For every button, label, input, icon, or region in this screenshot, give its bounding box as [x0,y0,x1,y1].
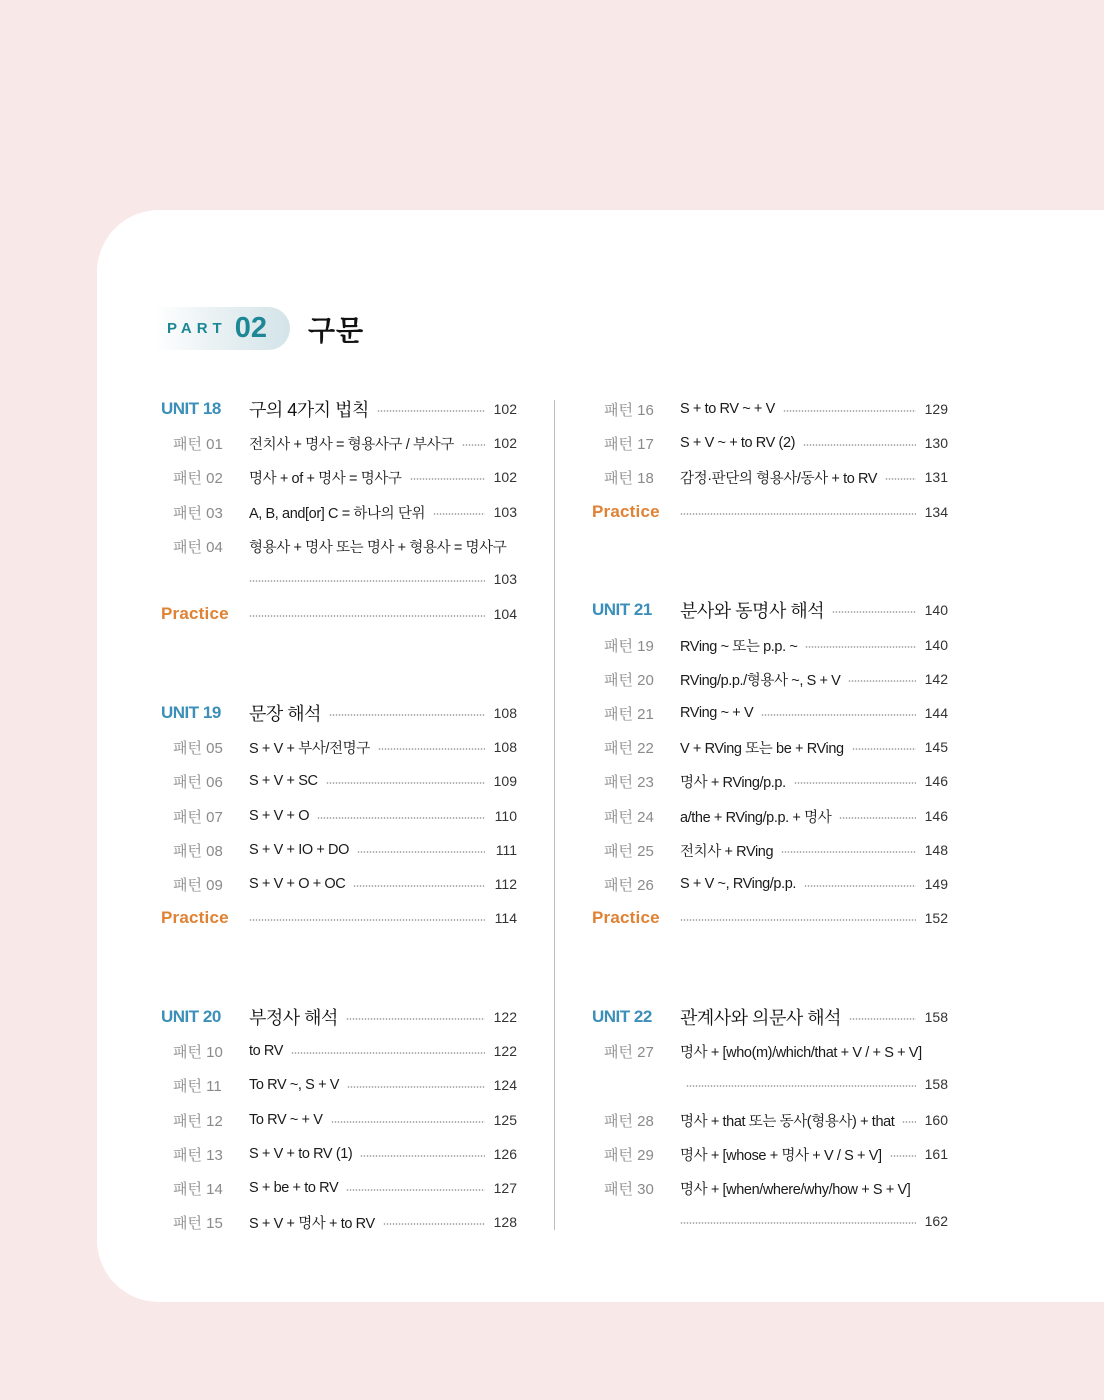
unit-title: 문장 해석 [249,704,322,724]
practice-entry[interactable] [161,907,517,929]
pattern-17-entry[interactable] [592,432,948,454]
pattern-label: 패턴 23 [604,773,654,791]
pattern-23-entry[interactable] [592,770,948,792]
pattern-label: 패턴 24 [604,808,654,826]
pattern-08-entry[interactable] [161,839,517,861]
pattern-label: 패턴 04 [173,538,223,556]
pattern-label: 패턴 18 [604,469,654,487]
part-title: 구문 [308,314,365,346]
unit-18-entry[interactable] [161,398,517,420]
page-number: 144 [924,705,948,721]
dot-leader [761,713,916,716]
page-number: 130 [924,435,948,451]
dot-leader [885,477,916,480]
pattern-label: 패턴 26 [604,876,654,894]
pattern-15-entry[interactable] [161,1211,517,1233]
pattern-label: 패턴 12 [173,1112,223,1130]
column-divider [554,400,555,1230]
dot-leader [902,1120,916,1123]
pattern-label: 패턴 21 [604,705,654,723]
dot-leader [249,579,485,582]
pattern-14-entry[interactable] [161,1177,517,1199]
pattern-label: 패턴 14 [173,1180,223,1198]
pattern-09-entry[interactable] [161,873,517,895]
pattern-label: 패턴 17 [604,435,654,453]
page-number: 110 [494,808,517,824]
part-header [155,307,364,350]
practice-label: Practice [592,502,660,521]
dot-leader [346,1188,485,1191]
unit-19-entry[interactable] [161,702,517,724]
dot-leader [383,1222,485,1225]
pattern-10-entry[interactable] [161,1040,517,1062]
dot-leader [346,1017,485,1020]
pattern-21-entry[interactable] [592,702,948,724]
pattern-29-entry[interactable] [592,1143,948,1165]
pattern-19-entry[interactable] [592,634,948,656]
dot-leader [805,645,916,648]
pattern-label: 패턴 25 [604,842,654,860]
dot-leader [378,747,485,750]
dot-leader [781,850,916,853]
page-number: 103 [493,504,517,520]
pattern-label: 패턴 02 [173,469,223,487]
dot-leader [852,747,916,750]
dot-leader [839,816,916,819]
unit-title: 구의 4가지 법칙 [249,400,369,420]
pattern-13-entry[interactable] [161,1143,517,1165]
pattern-label: 패턴 16 [604,401,654,419]
dot-leader [357,850,485,853]
pattern-label: 패턴 30 [604,1180,654,1198]
pattern-label: 패턴 27 [604,1043,654,1061]
page-number: 152 [924,910,948,926]
dot-leader [803,443,916,446]
pattern-24-entry[interactable] [592,805,948,827]
pattern-02-entry[interactable] [161,466,517,488]
pattern-26-entry[interactable] [592,873,948,895]
pattern-label: 패턴 20 [604,671,654,689]
dot-leader [680,918,916,921]
practice-label: Practice [592,908,660,927]
page-number: 108 [493,705,517,721]
pattern-label: 패턴 10 [173,1043,223,1061]
pattern-title: S + V + O + OC [249,876,346,892]
page-number: 161 [924,1146,948,1162]
pattern-title: RVing ~ 또는 p.p. ~ [680,638,798,655]
pattern-label: 패턴 01 [173,435,223,453]
pattern-title: To RV ~, S + V [249,1077,340,1093]
pattern-title: S + V + to RV (1) [249,1146,353,1162]
page-number: 128 [493,1214,517,1230]
dot-leader [686,1084,916,1087]
pattern-label: 패턴 29 [604,1146,654,1164]
practice-entry[interactable] [592,907,948,929]
pattern-label: 패턴 19 [604,637,654,655]
pattern-title: To RV ~ + V [249,1112,323,1128]
dot-leader [804,884,916,887]
page-number: 103 [493,571,517,587]
page-number: 148 [924,842,948,858]
pattern-title: 감정·판단의 형용사/동사 + to RV [680,470,878,487]
pattern-label: 패턴 11 [173,1077,222,1095]
unit-title: 부정사 해석 [249,1008,338,1028]
unit-22-entry[interactable] [592,1006,948,1028]
pattern-title: to RV [249,1043,284,1059]
page-number: 129 [924,401,948,417]
pattern-27-entry[interactable] [592,1040,948,1062]
dot-leader [849,1017,916,1020]
pattern-label: 패턴 05 [173,739,223,757]
pattern-title: RVing/p.p./형용사 ~, S + V [680,672,841,689]
pattern-25-entry[interactable] [592,839,948,861]
pattern-30-continuation[interactable] [592,1210,948,1232]
page-number: 162 [924,1213,948,1229]
pattern-label: 패턴 09 [173,876,223,894]
page-number: 158 [924,1076,948,1092]
dot-leader [317,816,485,819]
pattern-18-entry[interactable] [592,466,948,488]
pattern-title: 명사 + [whose + 명사 + V / S + V] [680,1147,882,1164]
pattern-title: 전치사 + 명사 = 형용사구 / 부사구 [249,436,454,453]
practice-entry[interactable] [592,501,948,523]
pattern-label: 패턴 28 [604,1112,654,1130]
page-number: 146 [924,773,948,789]
pattern-title: a/the + RVing/p.p. + 명사 [680,809,832,826]
pattern-title: A, B, and[or] C = 하나의 단위 [249,505,426,522]
page-number: 145 [924,739,948,755]
pattern-16-entry[interactable] [592,398,948,420]
pattern-label: 패턴 15 [173,1214,223,1232]
dot-leader [249,918,485,921]
page-number: 134 [924,504,948,520]
pattern-03-entry[interactable] [161,501,517,523]
page-number: 102 [493,435,517,451]
pattern-label: 패턴 06 [173,773,223,791]
pattern-01-entry[interactable] [161,432,517,454]
pattern-27-continuation[interactable] [592,1073,948,1095]
pattern-04-continuation[interactable] [161,568,517,590]
dot-leader [360,1154,485,1157]
pattern-title: 명사 + [when/where/why/how + S + V] [680,1181,911,1198]
practice-entry[interactable] [161,603,517,625]
pattern-title: 형용사 + 명사 또는 명사 + 형용사 = 명사구 [249,539,507,556]
pattern-title: 명사 + [who(m)/which/that + V / + S + V] [680,1044,922,1061]
unit-label: UNIT 20 [161,1007,221,1026]
unit-label: UNIT 18 [161,399,221,418]
pattern-title: S + V + O [249,808,310,824]
pattern-title: S + V + 명사 + to RV [249,1215,375,1232]
dot-leader [329,713,485,716]
pattern-title: S + V ~, RVing/p.p. [680,876,797,892]
pattern-06-entry[interactable] [161,770,517,792]
pattern-title: RVing ~ + V [680,705,754,721]
unit-21-entry[interactable] [592,599,948,621]
part-badge [155,307,290,350]
dot-leader [848,679,916,682]
unit-20-entry[interactable] [161,1006,517,1028]
page-number: 125 [493,1112,517,1128]
unit-label: UNIT 19 [161,703,221,722]
dot-leader [353,884,485,887]
unit-title: 관계사와 의문사 해석 [680,1008,841,1028]
page-number: 109 [493,773,517,789]
unit-title: 분사와 동명사 해석 [680,601,825,621]
pattern-label: 패턴 22 [604,739,654,757]
pattern-04-entry[interactable] [161,535,517,557]
pattern-11-entry[interactable] [161,1074,517,1096]
page-number: 160 [924,1112,948,1128]
unit-label: UNIT 21 [592,600,652,619]
pattern-28-entry[interactable] [592,1109,948,1131]
page-number: 108 [493,739,517,755]
pattern-30-entry[interactable] [592,1177,948,1199]
page-number: 112 [494,876,517,892]
pattern-title: 명사 + that 또는 동사(형용사) + that [680,1113,895,1130]
practice-label: Practice [161,604,229,623]
dot-leader [410,477,485,480]
page-number: 114 [494,910,517,926]
page-number: 102 [493,469,517,485]
pattern-title: V + RVing 또는 be + RVing [680,740,844,757]
pattern-07-entry[interactable] [161,805,517,827]
dot-leader [331,1120,485,1123]
dot-leader [783,409,916,412]
pattern-title: 명사 + RVing/p.p. [680,774,786,791]
pattern-title: S + V + 부사/전명구 [249,740,370,757]
page-number: 158 [924,1009,948,1025]
dot-leader [794,781,916,784]
pattern-22-entry[interactable] [592,736,948,758]
part-word: PART [167,320,227,337]
pattern-label: 패턴 07 [173,808,223,826]
page-number: 111 [495,842,517,858]
page-number: 127 [493,1180,517,1196]
pattern-title: S + be + to RV [249,1180,339,1196]
pattern-label: 패턴 03 [173,504,223,522]
pattern-label: 패턴 13 [173,1146,223,1164]
dot-leader [347,1085,485,1088]
dot-leader [462,443,485,446]
page-number: 102 [493,401,517,417]
pattern-title: S + to RV ~ + V [680,401,775,417]
pattern-title: 전치사 + RVing [680,843,774,860]
dot-leader [433,512,485,515]
pattern-20-entry[interactable] [592,668,948,690]
page-number: 140 [924,602,948,618]
dot-leader [680,512,916,515]
pattern-12-entry[interactable] [161,1109,517,1131]
page-number: 146 [924,808,948,824]
page-number: 122 [493,1009,517,1025]
page-number: 142 [924,671,948,687]
dot-leader [291,1051,485,1054]
page-number: 131 [924,469,948,485]
unit-label: UNIT 22 [592,1007,652,1026]
dot-leader [326,781,485,784]
pattern-title: S + V + IO + DO [249,842,349,858]
pattern-title: S + V ~ + to RV (2) [680,435,796,451]
pattern-05-entry[interactable] [161,736,517,758]
pattern-label: 패턴 08 [173,842,223,860]
practice-label: Practice [161,908,229,927]
page-number: 126 [493,1146,517,1162]
page-number: 122 [493,1043,517,1059]
dot-leader [680,1221,916,1224]
page-number: 104 [493,606,517,622]
dot-leader [832,610,916,613]
dot-leader [377,409,485,412]
pattern-title: 명사 + of + 명사 = 명사구 [249,470,402,487]
pattern-title: S + V + SC [249,773,318,789]
page-number: 149 [924,876,948,892]
page-number: 124 [493,1077,517,1093]
page-number: 140 [924,637,948,653]
dot-leader [249,614,485,617]
dot-leader [890,1154,916,1157]
part-number: 02 [234,312,267,344]
